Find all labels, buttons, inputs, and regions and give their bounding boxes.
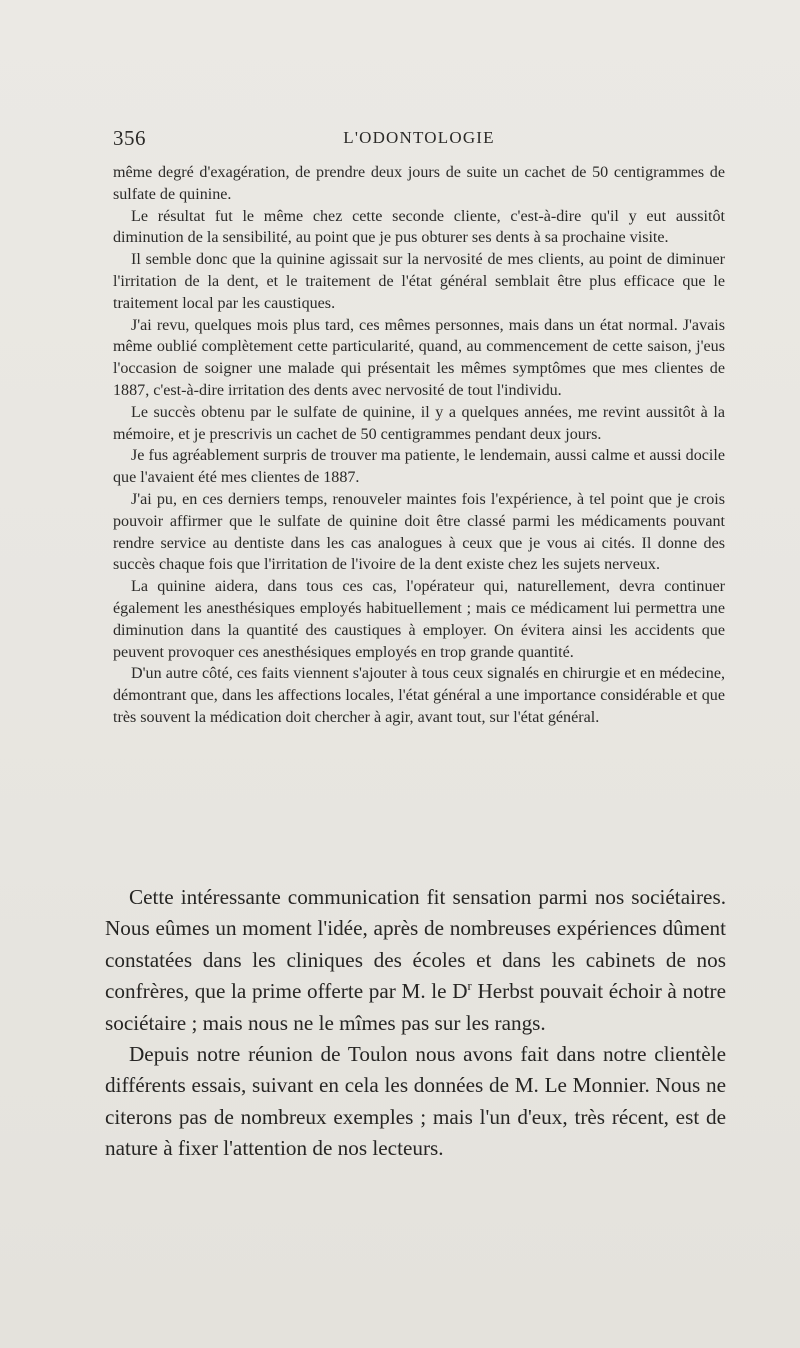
- paragraph-text: Herbst pouvait échoir à notre sociétaire ; mais nous ne le mîmes pas sur les rangs.: [105, 979, 727, 1035]
- paragraph: La quinine aidera, dans tous ces cas, l'opérateur qui, naturellement, devra continuer également les anesthésiques employés habituellement ; mais ce médicament lui permettra une diminution dans la quantité des caustiques à employer. On évitera ainsi les accidents que peuvent provoquer ces anesthésiques employés en trop grande quantité.: [113, 578, 725, 661]
- running-head: [113, 126, 725, 156]
- running-title: L'ODONTOLOGIE: [343, 128, 495, 147]
- paragraph: Le succès obtenu par le sulfate de quinine, il y a quelques années, me revint aussitôt à la mémoire, et je prescrivis un cachet de 50 centigrammes pendant deux jours.: [113, 403, 725, 443]
- paragraph-text: Cette intéressante communication fit sensation parmi nos sociétaires. Nous eûmes un moment l'idée, après de nombreuses expériences dûment constatées dans les cliniques des écoles et dans les cabinets de nos confrères, que la prime offerte par M. le D: [105, 885, 726, 1004]
- paragraph: J'ai pu, en ces derniers temps, renouveler maintes fois l'expérience, à tel point que je crois pouvoir affirmer que le sulfate de quinine doit être classé parmi les médicaments pouvant rendre service au dentiste dans les cas analogues à ceux que je vous ai cités. Il donne des succès chaque fois que l'irritation de l'ivoire de la dent existe chez les sujets nerveux.: [113, 490, 725, 574]
- paragraph: même degré d'exagération, de prendre deux jours de suite un cachet de 50 centigrammes de sulfate de quinine.: [113, 164, 725, 203]
- body-large-text: [105, 882, 726, 1165]
- page-number: 356: [113, 126, 146, 150]
- superscript: r: [467, 979, 472, 994]
- paragraph: Je fus agréablement surpris de trouver ma patiente, le lendemain, aussi calme et aussi docile que l'avaient été mes clientes de 1887.: [113, 447, 725, 487]
- paragraph: Il semble donc que la quinine agissait sur la nervosité de mes clients, au point de diminuer l'irritation de la dent, et le traitement de l'état général semblait être plus efficace que le traitement local par les caustiques.: [113, 251, 725, 312]
- paragraph: Le résultat fut le même chez cette seconde cliente, c'est-à-dire qu'il y eut aussitôt diminution de la sensibilité, au point que je pus obturer ses dents à sa prochaine visite.: [113, 207, 725, 247]
- paragraph: D'un autre côté, ces faits viennent s'ajouter à tous ceux signalés en chirurgie et en médecine, démontrant que, dans les affections locales, l'état général a une importance considérable et que très souvent la médication doit chercher à agir, avant tout, sur l'état général.: [113, 665, 725, 726]
- paragraph: Depuis notre réunion de Toulon nous avons fait dans notre clientèle différents essais, suivant en cela les données de M. Le Monnier. Nous ne citerons pas de nombreux exemples ; mais l'un d'eux, très récent, est de nature à fixer l'attention de nos lecteurs.: [105, 1042, 726, 1161]
- body-small-text: [113, 162, 725, 729]
- paragraph: J'ai revu, quelques mois plus tard, ces mêmes personnes, mais dans un état normal. J'avais même oublié complètement cette particularité, quand, au commencement de cette saison, j'eus l'occasion de soigner une malade qui présentait les mêmes symptômes que mes clientes de 1887, c'est-à-dire irritation des dents avec nervosité de tout l'individu.: [113, 316, 725, 399]
- paragraph: [105, 882, 726, 1039]
